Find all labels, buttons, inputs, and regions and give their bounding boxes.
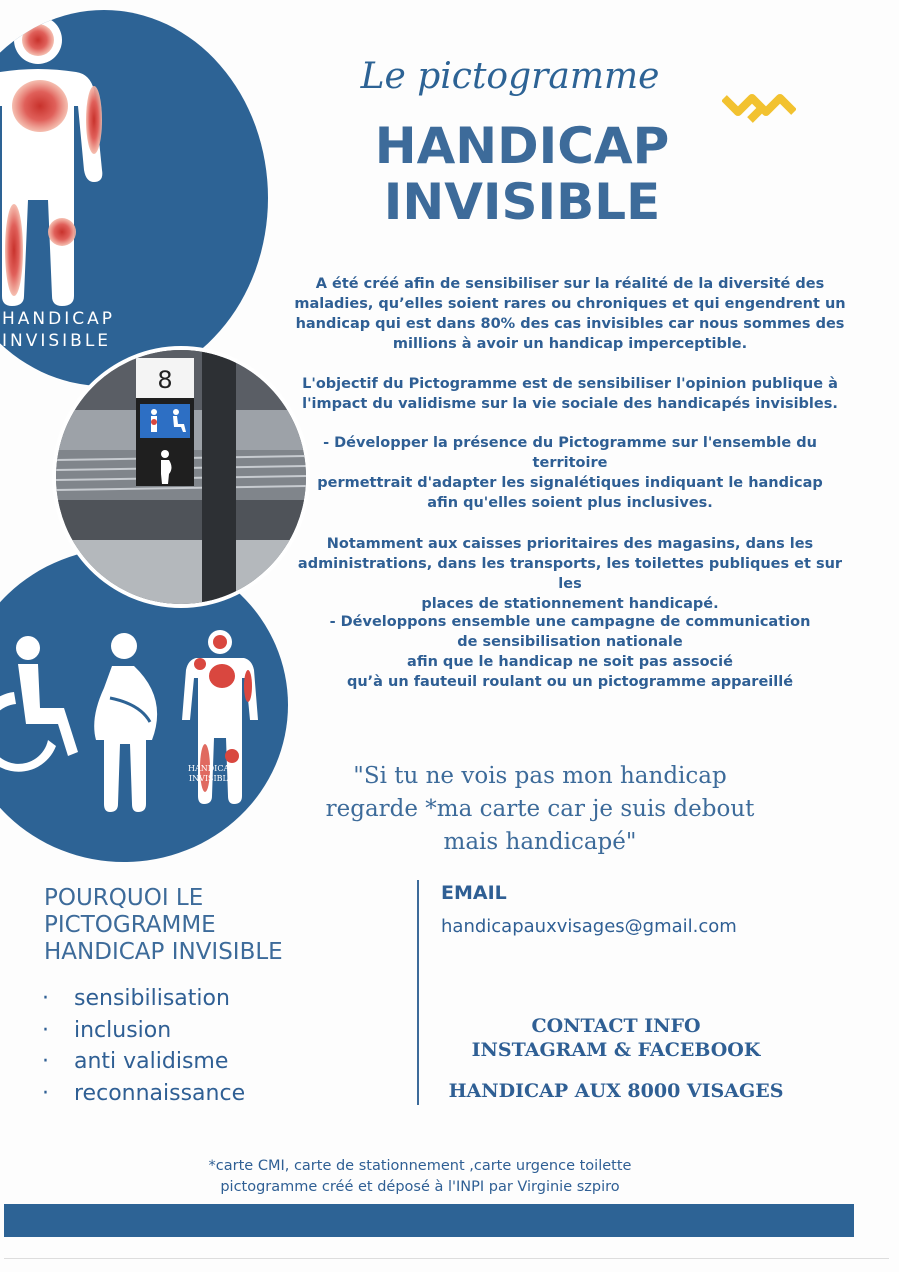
email-heading: EMAIL (441, 882, 507, 904)
list-item: · anti validisme (42, 1049, 229, 1074)
footer-band (4, 1204, 854, 1237)
main-title-line1: HANDICAP (374, 117, 670, 175)
why-bullet-list (42, 983, 372, 1109)
top-pictogram-circle (0, 10, 268, 386)
campaign-paragraph: - Développons ensemble une campagne de communication de sensibilisation nationale afin que le handicap ne soit pas associé qu’à un fauteuil roulant ou un pictogramme appareillé (329, 614, 811, 690)
pictogram-row (0, 628, 260, 828)
contact-info: CONTACT INFO INSTAGRAM & FACEBOOK (471, 1015, 761, 1061)
objective-paragraph: L'objectif du Pictogramme est de sensibiliser l'opinion publique à l'impact du validisme sur la vie sociale des handicapés invisibles. (302, 376, 838, 412)
pregnant-woman-icon (94, 633, 157, 812)
page-edge-line (4, 1258, 889, 1259)
develop-paragraph: - Développer la présence du Pictogramme sur l'ensemble du territoire permettrait d'adapter les signalétiques indiquant le handicap afin qu'elles soient plus inclusives. (317, 435, 823, 511)
locations-paragraph: Notamment aux caisses prioritaires des magasins, dans les administrations, dans les transports, les toilettes publiques et sur les places de stationnement handicapé. (297, 536, 843, 612)
email-address[interactable]: handicapauxvisages@gmail.com (441, 916, 737, 937)
list-item: · sensibilisation (42, 986, 230, 1011)
group-name: HANDICAP AUX 8000 VISAGES (448, 1080, 784, 1102)
footnote: *carte CMI, carte de stationnement ,carte urgence toilette pictogramme créé et déposé à l'INPI par Virginie szpiro (208, 1158, 632, 1195)
vertical-divider (417, 880, 419, 1105)
main-title-line2: INVISIBLE (383, 173, 661, 231)
logo-label: HANDICAP INVISIBLE (2, 309, 115, 351)
why-heading: POURQUOI LE PICTOGRAMME HANDICAP INVISIBLE (44, 885, 283, 965)
brand-logo-icon (722, 86, 796, 130)
intro-paragraph: A été créé afin de sensibiliser sur la réalité de la diversité des maladies, qu’elles soient rares ou chroniques et qui engendrent un handicap qui est dans 80% des cas invisibles car nous sommes des millions à avoir un handicap imperceptible. (294, 276, 846, 352)
sign-number: 8 (157, 366, 173, 394)
script-title: Le pictogramme (360, 56, 660, 97)
main-title (330, 118, 714, 230)
station-photo (52, 346, 310, 608)
list-item: · reconnaissance (42, 1080, 246, 1106)
wheelchair-icon (0, 636, 78, 772)
list-item: · inclusion (42, 1017, 172, 1043)
handicap-invisible-figure-icon (0, 10, 130, 310)
small-logo-label: HANDICAP INVISIBLE (188, 764, 235, 783)
station-photo-drawing (56, 350, 306, 604)
quote: "Si tu ne vois pas mon handicap regarde *ma carte car je suis debout mais handicapé" (325, 763, 755, 855)
